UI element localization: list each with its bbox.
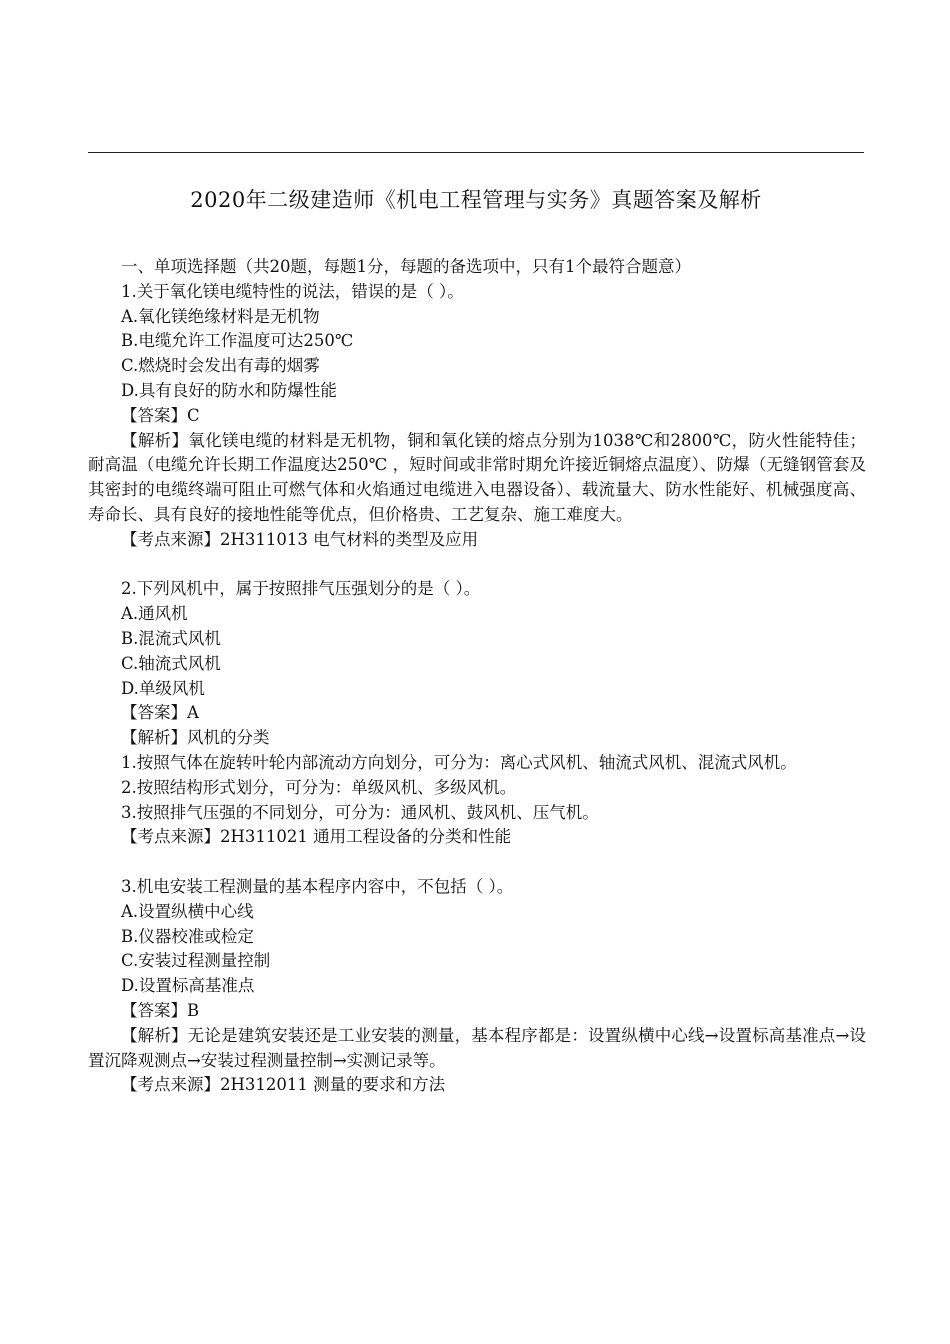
answer: 【答案】A: [121, 703, 199, 723]
option-a: A.氧化镁绝缘材料是无机物: [121, 306, 320, 326]
option-b: B.混流式风机: [121, 628, 221, 648]
analysis-point-2: 2.按照结构形式划分，可分为：单级风机、多级风机。: [121, 777, 517, 797]
analysis-point-1: 1.按照气体在旋转叶轮内部流动方向划分，可分为：离心式风机、轴流式风机、混流式风机。: [121, 752, 797, 772]
analysis: 【解析】氧化镁电缆的材料是无机物，铜和氧化镁的熔点分别为1038℃和2800℃，防火性能特佳；耐高温（电缆允许长期工作温度达250℃ ，短时间或非常时期允许接近铜熔点温度）、防爆（无缝钢管套及其密封的电缆终端可阻止可燃气体和火焰通过电缆进入电器设备）、载流量大、防水性能好、机械强度高、寿命长、具有良好的接地性能等优点，但价格贵、工艺复杂、施工难度大。: [88, 430, 866, 524]
question-3: [88, 875, 866, 1098]
source: 【考点来源】2H311013 电气材料的类型及应用: [121, 529, 479, 549]
spacer: [88, 553, 866, 578]
question-2: [88, 577, 866, 850]
question-stem: 2.下列风机中，属于按照排气压强划分的是（ ）。: [121, 579, 481, 599]
spacer: [88, 850, 866, 875]
option-d: D.具有良好的防水和防爆性能: [121, 380, 337, 400]
answer: 【答案】B: [121, 1000, 200, 1020]
section-heading: 一、单项选择题（共20题，每题1分，每题的备选项中，只有1个最符合题意）: [121, 257, 691, 276]
document-body: [88, 255, 866, 1098]
question-1: [88, 280, 866, 553]
question-stem: 1.关于氧化镁电缆特性的说法，错误的是（ ）。: [121, 281, 464, 301]
source: 【考点来源】2H312011 测量的要求和方法: [121, 1075, 446, 1095]
header-rule: [88, 152, 864, 153]
option-d: D.单级风机: [121, 678, 205, 698]
document-title: 2020年二级建造师《机电工程管理与实务》真题答案及解析: [190, 188, 762, 212]
option-a: A.通风机: [121, 604, 188, 624]
analysis-point-3: 3.按照排气压强的不同划分，可分为：通风机、鼓风机、压气机。: [121, 802, 599, 822]
source: 【考点来源】2H311021 通用工程设备的分类和性能: [121, 827, 512, 847]
option-a: A.设置纵横中心线: [121, 901, 254, 921]
answer: 【答案】C: [121, 405, 200, 425]
option-c: C.安装过程测量控制: [121, 951, 271, 971]
option-b: B.电缆允许工作温度可达250℃: [121, 331, 354, 351]
option-c: C.轴流式风机: [121, 653, 221, 673]
question-stem: 3.机电安装工程测量的基本程序内容中，不包括（ ）。: [121, 876, 514, 896]
option-d: D.设置标高基准点: [121, 976, 255, 996]
option-c: C.燃烧时会发出有毒的烟雾: [121, 356, 320, 376]
analysis: 【解析】风机的分类: [121, 728, 270, 748]
option-b: B.仪器校准或检定: [121, 926, 254, 946]
analysis: 【解析】无论是建筑安装还是工业安装的测量，基本程序都是：设置纵横中心线→设置标高基准点→设置沉降观测点→安装过程测量控制→实测记录等。: [88, 1025, 866, 1070]
